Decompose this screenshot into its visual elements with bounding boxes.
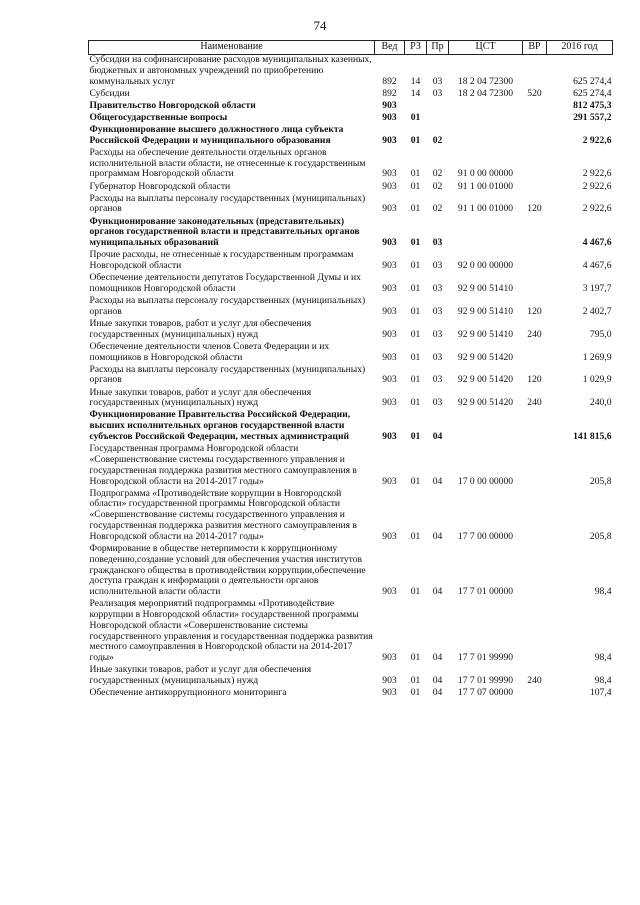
cell-ved: 903 [382, 652, 397, 664]
cell-pr: 03 [432, 237, 443, 249]
cell-ved: 903 [382, 180, 397, 192]
cell-vr: 120 [527, 203, 542, 215]
cell-pr: 04 [432, 652, 443, 664]
table-row [89, 125, 613, 148]
cell-cst: 18 2 04 72300 [457, 87, 514, 99]
cell-ved: 892 [382, 75, 397, 87]
cell-ved: 903 [382, 586, 397, 598]
cell-cst [449, 217, 523, 251]
cell-sum: 1 269,9 [582, 351, 612, 363]
cell-sum: 4 467,6 [582, 260, 612, 272]
table-body [89, 55, 613, 701]
cell-rz: 01 [410, 475, 421, 487]
cell-name: Функционирование высшего должностного лица субъекта Российской Федерации и муниципального образования [89, 123, 344, 146]
cell-pr: 03 [432, 328, 443, 340]
cell-sum: 291 557,2 [573, 111, 612, 123]
cell-sum: 4 467,6 [582, 237, 612, 249]
cell-cst: 91 1 00 01000 [457, 203, 514, 215]
cell-sum: 2 402,7 [582, 305, 612, 317]
cell-pr: 04 [432, 431, 443, 443]
cell-vr [523, 182, 547, 194]
cell-ved: 903 [382, 99, 397, 111]
cell-pr: 04 [432, 687, 443, 699]
header-sum: 2016 год [547, 41, 613, 55]
cell-pr: 02 [432, 134, 443, 146]
cell-vr: 520 [527, 87, 542, 99]
cell-rz: 01 [410, 260, 421, 272]
cell-name: Субсидии на софинансирование расходов муниципальных казенных, бюджетных и автономных учреждений по приобретению коммунальных услуг [89, 54, 372, 87]
cell-rz: 01 [410, 652, 421, 664]
cell-rz: 01 [410, 282, 421, 294]
table-row [89, 342, 613, 365]
cell-cst: 17 7 01 99990 [457, 675, 514, 687]
table-row [89, 388, 613, 411]
cell-cst: 92 0 00 00000 [457, 260, 514, 272]
cell-cst: 18 2 04 72300 [457, 75, 514, 87]
cell-cst: 17 7 00 00000 [457, 530, 514, 542]
cell-ved: 903 [382, 305, 397, 317]
cell-ved: 903 [382, 260, 397, 272]
cell-vr [523, 125, 547, 148]
cell-cst: 92 9 00 51420 [457, 397, 514, 409]
cell-vr: 240 [527, 397, 542, 409]
cell-sum: 1 029,9 [582, 374, 612, 386]
cell-ved: 903 [382, 134, 397, 146]
cell-pr [427, 113, 449, 125]
cell-sum: 2 922,6 [582, 180, 612, 192]
cell-ved: 903 [382, 351, 397, 363]
cell-sum: 98,4 [594, 586, 612, 598]
cell-vr: 120 [527, 305, 542, 317]
table-row [89, 410, 613, 444]
page-number: 74 [313, 18, 327, 33]
cell-name: Функционирование законодательных (представительных) органов государственной власти и представительных органов муниципальных образований [89, 215, 360, 249]
cell-ved: 903 [382, 374, 397, 386]
cell-pr [427, 101, 449, 113]
cell-name: Субсидии [89, 87, 130, 99]
cell-name: Реализация мероприятий подпрограммы «Противодействие коррупции в Новгородской области» государственной программы Новгородской области «Совершенствование системы государственного управления и государственная поддержка развития местного самоуправления в Новгородской области на 2014-2017 годы» [89, 598, 373, 664]
cell-name: Обеспечение деятельности членов Совета Федерации и их помощников в Новгородской области [89, 340, 330, 363]
cell-name: Правительство Новгородской области [89, 99, 256, 111]
cell-sum: 2 922,6 [582, 134, 612, 146]
table-row [89, 599, 613, 665]
cell-rz: 01 [410, 168, 421, 180]
cell-pr: 04 [432, 586, 443, 598]
cell-vr [523, 148, 547, 182]
cell-name: Прочие расходы, не отнесенные к государственным программам Новгородской области [89, 249, 354, 272]
cell-vr [523, 410, 547, 444]
cell-name: Расходы на выплаты персоналу государственных (муниципальных) органов [89, 363, 366, 386]
cell-rz: 01 [410, 180, 421, 192]
cell-cst: 91 0 00 00000 [457, 168, 514, 180]
table-row [89, 217, 613, 251]
table-row [89, 319, 613, 342]
header-rz: РЗ [405, 41, 427, 55]
cell-pr: 03 [432, 260, 443, 272]
cell-sum: 625 274,4 [573, 87, 612, 99]
cell-sum: 3 197,7 [582, 282, 612, 294]
cell-pr: 02 [432, 203, 443, 215]
cell-ved: 903 [382, 328, 397, 340]
cell-pr: 03 [432, 75, 443, 87]
table-row [89, 182, 613, 194]
budget-table [88, 40, 613, 700]
cell-ved: 903 [382, 168, 397, 180]
cell-name: Подпрограмма «Противодействие коррупции в Новгородской области» государственной программы Новгородской области «Совершенствование системы государственного управления и государственная поддержка развития местного самоуправления в Новгородской области на 2014-2017 годы» [89, 487, 357, 542]
table-row [89, 489, 613, 544]
header-name: Наименование [89, 41, 375, 55]
cell-ved: 903 [382, 675, 397, 687]
cell-sum: 98,4 [594, 675, 612, 687]
cell-pr: 02 [432, 168, 443, 180]
cell-pr: 04 [432, 675, 443, 687]
header-ved: Вед [375, 41, 405, 55]
cell-sum: 205,8 [589, 530, 612, 542]
cell-cst: 91 1 00 01000 [457, 180, 514, 192]
cell-ved: 903 [382, 237, 397, 249]
cell-rz: 01 [410, 530, 421, 542]
cell-cst [449, 125, 523, 148]
cell-cst [449, 113, 523, 125]
cell-vr [523, 489, 547, 544]
cell-name: Общегосударственные вопросы [89, 111, 228, 123]
table-row [89, 365, 613, 388]
cell-rz: 01 [410, 134, 421, 146]
table-row [89, 273, 613, 296]
cell-vr [523, 599, 547, 665]
cell-rz: 14 [410, 75, 421, 87]
cell-rz: 01 [410, 687, 421, 699]
table-row [89, 544, 613, 599]
cell-pr: 03 [432, 305, 443, 317]
cell-name: Иные закупки товаров, работ и услуг для обеспечения государственных (муниципальных) нужд [89, 386, 312, 409]
cell-name: Иные закупки товаров, работ и услуг для обеспечения государственных (муниципальных) нужд [89, 664, 312, 687]
cell-name: Губернатор Новгородской области [89, 180, 231, 192]
cell-sum: 141 815,6 [573, 431, 612, 443]
cell-vr [523, 113, 547, 125]
cell-pr: 02 [432, 180, 443, 192]
cell-vr: 240 [527, 328, 542, 340]
cell-cst: 92 9 00 51410 [457, 305, 514, 317]
cell-name: Государственная программа Новгородской области «Совершенствование системы государственного управления и государственная поддержка развития местного самоуправления в Новгородской области на 2014-2017 годы» [89, 443, 357, 487]
cell-ved: 903 [382, 530, 397, 542]
cell-cst [449, 410, 523, 444]
cell-vr [523, 342, 547, 365]
cell-vr [523, 273, 547, 296]
cell-pr: 03 [432, 374, 443, 386]
table-row [89, 55, 613, 89]
cell-vr [523, 55, 547, 89]
cell-vr [523, 544, 547, 599]
cell-vr [523, 217, 547, 251]
cell-pr: 04 [432, 475, 443, 487]
cell-sum: 795,0 [589, 328, 612, 340]
cell-cst: 17 7 07 00000 [457, 687, 514, 699]
cell-vr [523, 250, 547, 273]
cell-ved: 903 [382, 111, 397, 123]
cell-name: Формирование в обществе нетерпимости к коррупционному поведению,создание условий для обеспечения участия институтов гражданского общества в противодействии коррупции,обеспечение доступа граждан к информации о деятельности органов исполнительной власти области [89, 542, 366, 598]
cell-cst: 17 0 00 00000 [457, 475, 514, 487]
cell-name: Расходы на выплаты персоналу государственных (муниципальных) органов [89, 295, 366, 317]
cell-rz: 01 [410, 237, 421, 249]
cell-sum: 205,8 [589, 475, 612, 487]
cell-name: Обеспечение деятельности депутатов Государственной Думы и их помощников Новгородской области [89, 272, 361, 294]
cell-name: Иные закупки товаров, работ и услуг для обеспечения государственных (муниципальных) нужд [89, 317, 312, 340]
table-row [89, 89, 613, 101]
cell-cst: 92 9 00 51420 [457, 374, 514, 386]
header-row [89, 41, 613, 55]
table-row [89, 444, 613, 488]
cell-rz: 01 [410, 351, 421, 363]
cell-rz: 14 [410, 87, 421, 99]
cell-sum: 812 475,3 [573, 99, 612, 111]
cell-rz: 01 [410, 111, 421, 123]
cell-sum: 107,4 [589, 687, 612, 699]
cell-cst: 92 9 00 51410 [457, 282, 514, 294]
cell-vr [523, 444, 547, 488]
cell-sum: 625 274,4 [573, 75, 612, 87]
header-pr: Пр [427, 41, 449, 55]
cell-rz: 01 [410, 397, 421, 409]
cell-vr [523, 688, 547, 700]
table-row [89, 250, 613, 273]
cell-cst: 17 7 01 00000 [457, 586, 514, 598]
table-row [89, 194, 613, 217]
cell-vr: 240 [527, 675, 542, 687]
cell-rz: 01 [410, 374, 421, 386]
cell-sum: 2 922,6 [582, 168, 612, 180]
cell-ved: 903 [382, 475, 397, 487]
table-row [89, 688, 613, 700]
table-row [89, 148, 613, 182]
cell-sum: 98,4 [594, 652, 612, 664]
cell-rz: 01 [410, 586, 421, 598]
cell-ved: 903 [382, 431, 397, 443]
cell-ved: 903 [382, 282, 397, 294]
cell-vr [523, 101, 547, 113]
cell-pr: 03 [432, 397, 443, 409]
cell-rz: 01 [410, 328, 421, 340]
cell-rz: 01 [410, 675, 421, 687]
cell-cst: 17 7 01 99990 [457, 652, 514, 664]
cell-pr: 03 [432, 87, 443, 99]
cell-name: Функционирование Правительства Российской Федерации, высших исполнительных органов государственной власти субъектов Российской Федерации, местных администраций [89, 409, 351, 443]
cell-ved: 892 [382, 87, 397, 99]
cell-ved: 903 [382, 203, 397, 215]
cell-ved: 903 [382, 397, 397, 409]
cell-pr: 03 [432, 282, 443, 294]
cell-cst: 92 9 00 51410 [457, 328, 514, 340]
cell-name: Обеспечение антикоррупционного мониторинга [89, 687, 287, 699]
cell-name: Расходы на выплаты персоналу государственных (муниципальных) органов [89, 192, 366, 215]
cell-rz: 01 [410, 431, 421, 443]
header-vr: ВР [523, 41, 547, 55]
cell-sum: 240,0 [589, 397, 612, 409]
cell-ved: 903 [382, 687, 397, 699]
cell-cst: 92 9 00 51420 [457, 351, 514, 363]
cell-rz: 01 [410, 203, 421, 215]
cell-vr: 120 [527, 374, 542, 386]
cell-name: Расходы на обеспечение деятельности отдельных органов исполнительной власти области, не отнесенные к государственным программам Новгородской области [89, 146, 366, 180]
cell-pr: 03 [432, 351, 443, 363]
cell-cst [449, 101, 523, 113]
cell-sum: 2 922,6 [582, 203, 612, 215]
table-row [89, 296, 613, 319]
header-cst: ЦСТ [449, 41, 523, 55]
table-row [89, 665, 613, 688]
table-header [89, 41, 613, 55]
cell-rz: 01 [410, 305, 421, 317]
cell-pr: 04 [432, 530, 443, 542]
